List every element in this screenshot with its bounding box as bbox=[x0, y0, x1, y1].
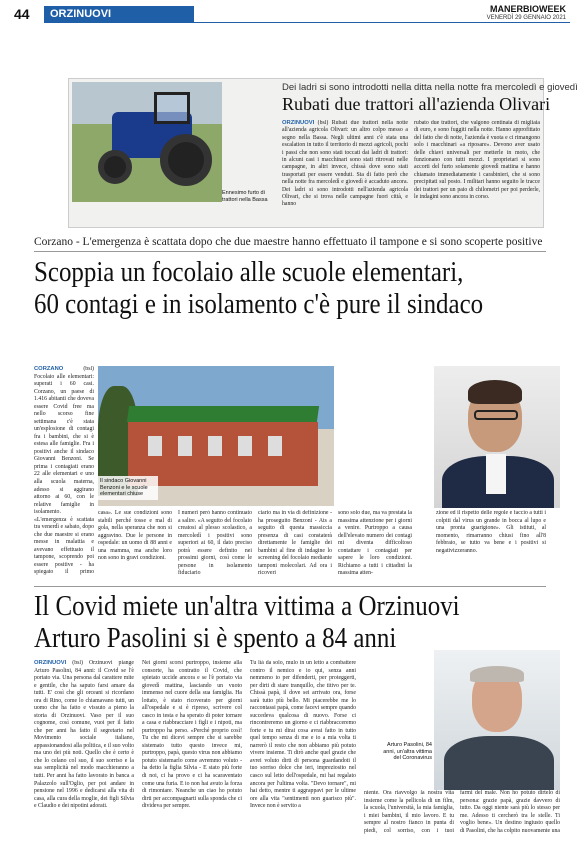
school-headline bbox=[34, 256, 484, 321]
school-body-col2: casa». Le sue condizioni sono stabili perché tosse e mal di gola, nella speranza che non si aggravino. Due le persone in ospedale: un uomo di 88 anni e una mamma, ma anche loro non sono in gravi condizioni. bbox=[98, 510, 172, 562]
covid-body-col2: Nei giorni scorsi purtroppo, insieme alla consorte, ha contratto il Covid, che spietato uccide ancora e se l'è portato via giovedì mattina, lasciando un vuoto immenso nel cuore della sua famiglia. Ha lottato, è stato ricoverato per giorni all'ospedale e si è ripreso, scrivere col casco in testa e ha sperato di poter tornare a casa e riabbracciare i figli e i nipoti, ma purtroppo ha perso. «Perché proprio così! Tu che mi dicevi sempre che si sarebbe sistemato tutto questo invece mi, purtroppo, papà, questo virus non abbiamo potuto sistemarlo come avremmo voluto - ha detto la figlia Silvia - E stato più forte di noi, ci ha provo e ci ha scaraventato come una furia. E io non hai avuto la forza di rimontare. Neanche un ciao ho potuto dirti per accompagnarti sulla sponda che ci divideva per sempre. bbox=[142, 660, 242, 810]
school-body-col4: ciario ma in via di definizione - ha proseguito Benzoni - Ats a seguito di questa massiccia presenza di casi constaterà direttamente le famiglie dei bambini al fine di indagine lo screening del focolaio mediante tamponi molecolari. Ad ora i ricoveri bbox=[258, 510, 332, 576]
school-body-col1: CORZANO (bsl) Focolaio alle elementari: superati i 60 casi. Corzano, un paese di 1.416 abitanti che doveva essere Covid free ma nello scorso fine settimana c'è stata un'esplosione di contagi fra i bambini, che si è estesa alle famiglie. Fra i positivi anche il sindaco Giovanni Benzoni. Se prima i contagiati erano 22 alle elementari e uno alla scuola materna, adesso si aggirano attorno ai 60, con le relative famiglie in isolamento. «L'emergenza è scattata tra venerdì e sabato, dopo che due maestre si erano messe in malattia e avevano effettuato il tampone, scoprendo poi essere positive - ha spiegato il primo bbox=[34, 366, 94, 576]
school-headline-line2: 60 contagi e in isolamento c'è pure il sindaco bbox=[34, 288, 484, 321]
page-number: 44 bbox=[14, 6, 30, 22]
tractor-body-col1: ORZINUOVI (bsl) Rubati due trattori nella notte all'azienda agricola Olivari: un altro colpo messo a segno nella Bassa. Negli ultimi anni c'è stata una escalation in tutto il territorio di mezzi agricoli, pochi i passi che non sono stati toccati dai ladri di trattori: in alcuni casi i macchinari sono stati ritrovati nelle campagne, in altri invece, chissà dove sono stati trasportati per essere venduti. Sta di fatto però che nella notte fra mercoledì e giovedì è accaduto ancora. Dei ladri si sono introdotti nell'azienda agricola Olivari, che si trova nelle campagne fuori città, e hanno bbox=[282, 120, 408, 208]
tractor-headline: Rubati due trattori all'azienda Olivari bbox=[282, 94, 551, 114]
school-kicker: Corzano - L'emergenza è scattata dopo che due maestre hanno effettuato il tampone e si sono scoperte positive bbox=[34, 236, 543, 248]
masthead bbox=[487, 5, 566, 21]
covid-body-col3: Tu lìà da solo, mulo in un letto a combattere contro il nemico e io qui, senza anni nemmeno io per difenderti, per proteggerti, per dirti di stare tranquillo, che titivo per te. Chissà papà, il dove sei arrivato ora, forse sarà tutto più bello. Mi piacerebbe me lo raccontassi papà, come facevi sempre quando succedeva qualcosa di nuovo. Forse ci rincontreremo un giorno e ci riabbracceremo forte e tu mi dirai cosa avrai fatto in tutto quel tempo senza di me e io a mia volta ti narrerò il resto che non abbiamo più potuto vivere insieme. Ti dirò anche quel grazie che avrei voluto dirti di persona guardandoti il tuo sorriso dolce che ieri, impreziosito nel casco sul letto dell'ospedale, mi hai regalato ancora per l'ultima volta. "Devo tornare", mi hai detto, mentre ti aggrappavi per le ultime ore alla vita "sentimenti non guarisco più". Invece non è servito a bbox=[250, 660, 356, 810]
mayor-portrait bbox=[434, 366, 560, 508]
school-body-col6: zione ed il rispetto delle regole e faccio a tutti i colpiti dal virus un grande in bocca al lupo e una pronta guarigione». Gli istituti, al momento, rimarranno chiusi fino all'8 febbraio, se tutto va bene e i positivi si negativizzeranno. bbox=[436, 510, 546, 554]
tractor-dateline: ORZINUOVI bbox=[282, 120, 315, 126]
tractor-photo-caption: Ennesimo furto di trattori nella Bassa bbox=[222, 190, 268, 203]
covid-rule bbox=[34, 586, 546, 587]
brand-name: MANERBIOWEEK bbox=[490, 4, 566, 14]
covid-dateline: ORZINUOVI bbox=[34, 660, 67, 666]
school-rule bbox=[34, 251, 546, 252]
tractor-kicker: Dei ladri si sono introdotti nella ditta nella notte fra mercoledì e giovedì bbox=[282, 82, 578, 93]
covid-headline-line2: Arturo Pasolini si è spento a 84 anni bbox=[34, 622, 397, 655]
school-headline-line1: Scoppia un focolaio alle scuole elementari, bbox=[34, 256, 464, 288]
covid-headline bbox=[34, 590, 481, 655]
issue-date: VENERDÌ 29 GENNAIO 2021 bbox=[486, 14, 566, 21]
school-body-col3: I numeri però hanno continuato a salire. «A seguito del focolaio creatosi al plesso scolastico, a mercoledì i positivi sono superiori ai 60, il dato preciso potrà essere definito nei prossimi giorni, così come le persone in isolamento fiduciario bbox=[178, 510, 252, 576]
school-photo-caption: Il sindaco Giovanni Benzoni e le scuole elementari chiuse bbox=[98, 476, 158, 500]
section-banner: ORZINUOVI bbox=[44, 6, 194, 22]
covid-headline-line1: Il Covid miete un'altra vittima a Orzinuovi bbox=[34, 590, 460, 622]
tractor-photo bbox=[72, 82, 222, 202]
pasolini-portrait bbox=[434, 650, 560, 790]
header-rule bbox=[44, 22, 570, 23]
school-dateline: CORZANO bbox=[34, 366, 64, 372]
tractor-body-col2: rubato due trattori, che valgono centinaia di migliaia di euro, e sono fuggiti nella notte. Hanno approfittato del fatto che di notte, l'azienda è vuota e ci rimangono solo i macchinari «a riposare». Devono aver usato delle chiavi universali per metterle in moto, che funzionano con tutti mezzi. I proprietari si sono accorti del furto solamente giovedì mattina e hanno chiamato immediatamente i carabinieri, che si sono precipitati sul posto. I militari hanno seguito le tracce dei trattori per un paio di chilometri per poi perderle, le indagini sono ancora in corso. bbox=[414, 120, 540, 201]
covid-body-col4: niente. Ora riavvolgo la nostra vita insieme come la pellicola di un film, la scuola, l'università, la mia famiglia, i miei bambini, il mio lavoro. E tu sempre al nostro fianco in punta di piedi, col sorriso, con i tuoi bbox=[364, 790, 454, 834]
covid-body-col5: farmi del male. Non ho potuto dirtelo di persona: grazie papà, grazie davvero di tutto. Da oggi niente sarà più lo stesso per me. Adesso ti cercherò tra le stelle. Ti voglio bene». Un destino ingiusto quello di Pasolini, che ha colpito nuovamente una bbox=[460, 790, 560, 834]
school-body-col5: sono solo due, ma va prestata la massima attenzione per i giorni a venire. Purtroppo a causa dell'elevato numero dei contagi mi diventa difficoltoso contattare i contagiati per sapere le loro condizioni. Richiamo a tutti i cittadini la massima atten- bbox=[338, 510, 412, 576]
covid-body-col1: ORZINUOVI (bsl) Orzinuovi piange Arturo Pasolini, 84 anni: il Covid se l'è portato via. Una persona dal carattere mite e gentile, che ha saputo farsi amare da tutti. E' così che gli orceani si ricordano ora di Rino, come lo chiamavano tutti, un uomo che ha fatto e vissuto a pieno la storia di Orzinuovi. Vaso per il suo cognome, così comune, vuoi per il fatto che per anni ha fatto il segretario nel Movimento sociale italiano, appassionandosi alla politica, e il suo volto ma uno dei più noti. Quello che è certo è che lo celano col suo, il suo sorriso e la sua semplicità nel modo macchieranno a tutti. Per anni ha fatto lavorato in banca a Palazzolo sull'Oglio, per poi andare in pensione nel 1996 e dedicarsi alla vita di casa, alla cura della moglie, dei figli Silvia e Claudio e dei nipotini adorati. bbox=[34, 660, 134, 810]
pasolini-photo-caption: Arturo Pasolini, 84 anni, un'altra vittima del Coronavirus bbox=[383, 742, 432, 762]
